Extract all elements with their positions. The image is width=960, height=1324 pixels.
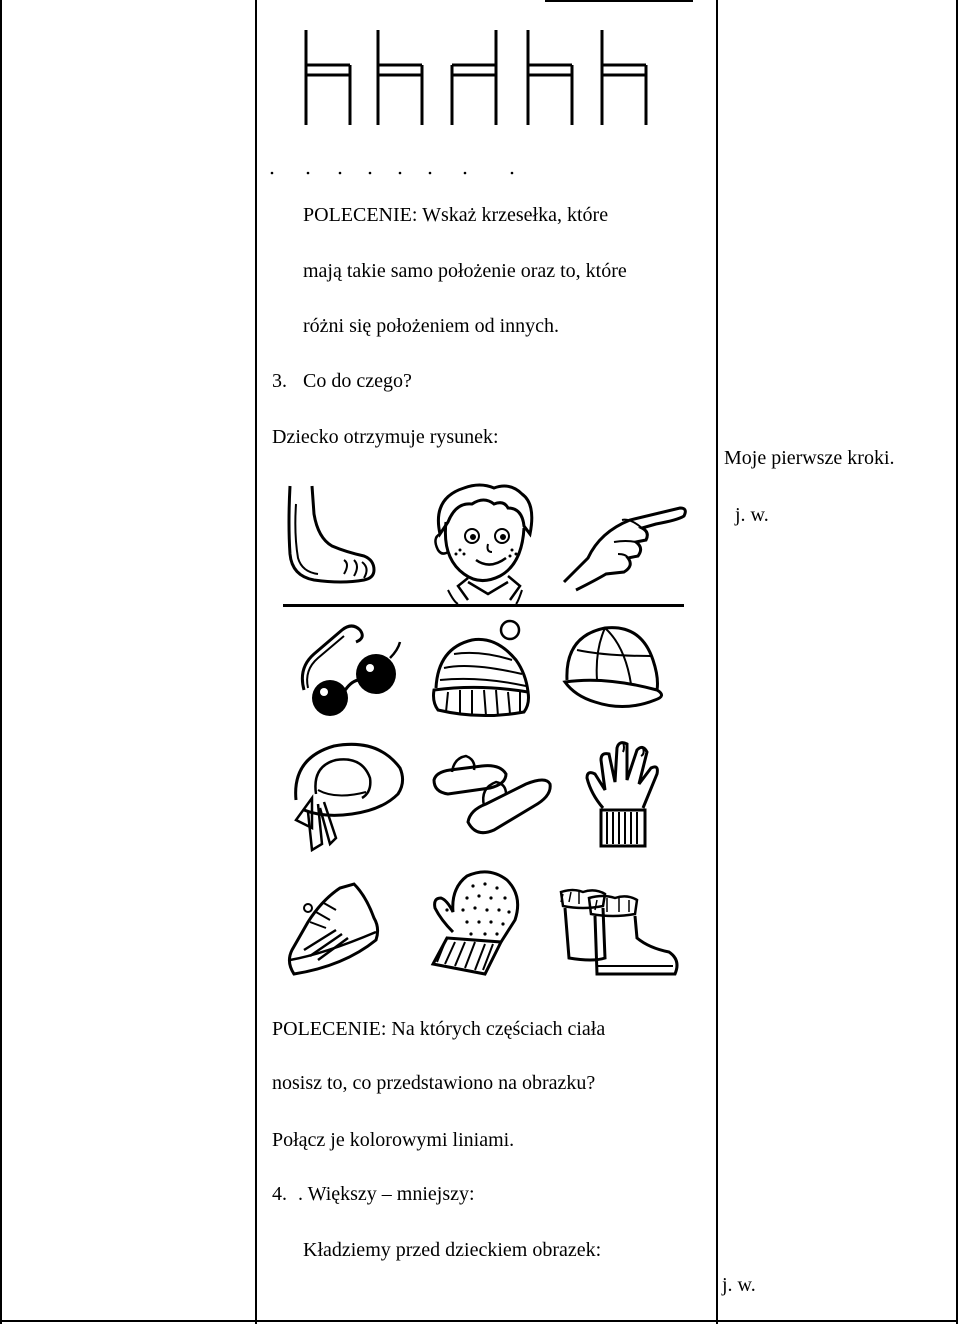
instruction-line: POLECENIE: Wskaż krzesełka, które	[303, 204, 609, 226]
exercise-number: 4.	[272, 1183, 287, 1205]
knit-hat-icon	[430, 618, 532, 720]
boy-head-icon	[418, 478, 543, 604]
sun-hat-icon	[282, 738, 407, 856]
instruction-line: nosisz to, co przedstawiono na obrazku?	[272, 1072, 596, 1094]
top-line-fragment	[545, 0, 693, 2]
sneaker-icon	[284, 880, 384, 978]
winter-boots-icon	[553, 888, 683, 980]
table-right-border	[956, 0, 958, 1324]
cap-icon	[555, 620, 670, 715]
glove-icon	[583, 738, 663, 853]
exercise-title: Co do czego?	[303, 370, 412, 392]
instruction-line: POLECENIE: Na których częściach ciała	[272, 1018, 606, 1040]
separator-line	[283, 604, 684, 607]
mitten-icon	[427, 868, 527, 978]
instruction-line: różni się położeniem od innych.	[303, 315, 560, 337]
instruction-line: mają takie samo położenie oraz to, które	[303, 260, 627, 282]
chair-icon	[528, 30, 572, 125]
chair-icon	[602, 30, 646, 125]
table-column-divider	[255, 0, 257, 1324]
instruction-line: Połącz je kolorowymi liniami.	[272, 1129, 515, 1151]
flip-flops-icon	[430, 752, 555, 842]
chair-icon	[306, 30, 350, 125]
side-note: j. w.	[735, 504, 769, 526]
chair-icon	[452, 30, 496, 125]
exercise-intro: Kładziemy przed dzieckiem obrazek:	[303, 1239, 602, 1261]
side-note: j. w.	[722, 1274, 756, 1296]
side-note: Moje pierwsze kroki.	[724, 447, 895, 469]
exercise-title: . Większy – mniejszy:	[298, 1183, 475, 1205]
exercise-intro: Dziecko otrzymuje rysunek:	[272, 426, 499, 448]
exercise-number: 3.	[272, 370, 287, 392]
foot-icon	[284, 484, 380, 586]
chair-icon	[378, 30, 422, 125]
chairs-illustration	[290, 25, 670, 180]
table-bottom-border	[0, 1320, 958, 1322]
table-column-divider	[716, 0, 718, 1324]
table-left-border	[0, 0, 2, 1324]
pointing-hand-icon	[560, 496, 690, 592]
sunglasses-icon	[294, 618, 406, 720]
